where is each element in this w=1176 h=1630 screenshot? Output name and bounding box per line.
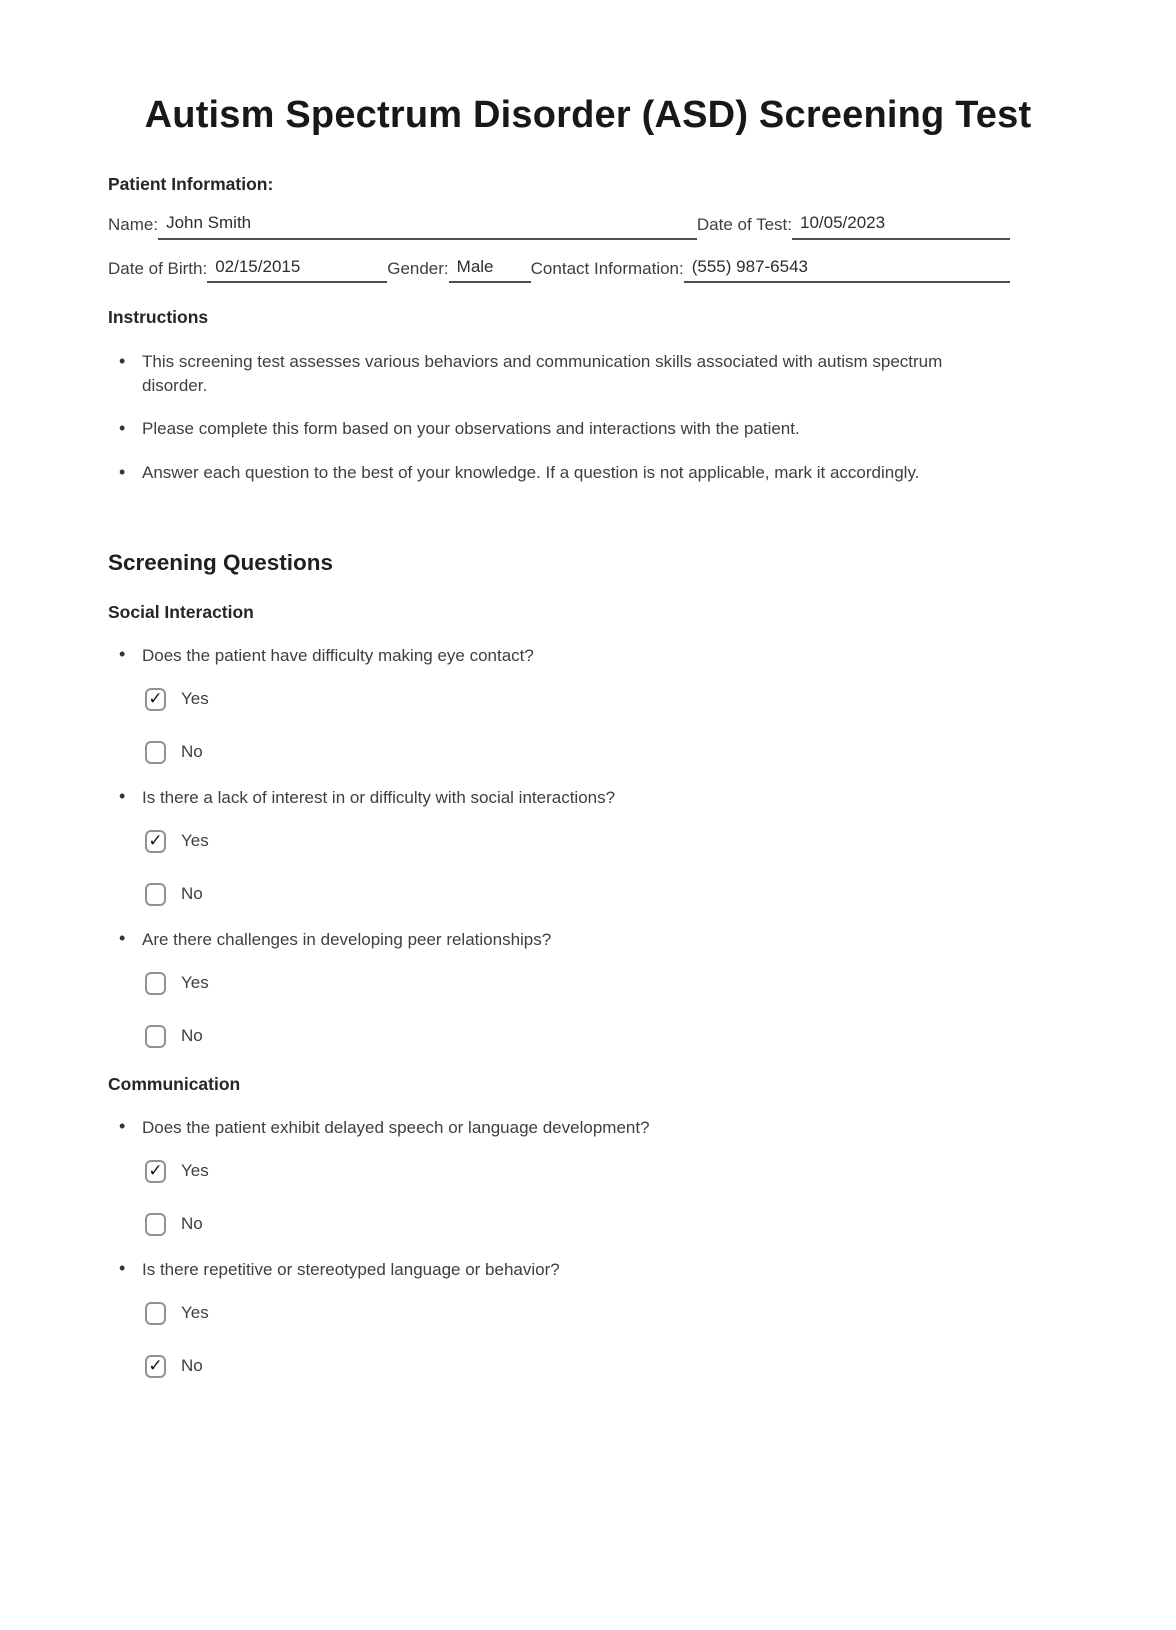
option-no xyxy=(145,883,1068,906)
no-checkbox[interactable] xyxy=(145,883,166,906)
option-label: No xyxy=(181,1356,203,1376)
screening-questions-heading: Screening Questions xyxy=(108,549,334,575)
page-title: Autism Spectrum Disorder (ASD) Screening Test xyxy=(144,94,1032,136)
date-of-birth-label: Date of Birth: xyxy=(108,258,208,278)
contact-field[interactable] xyxy=(684,255,1010,284)
gender-value: Male xyxy=(456,256,494,276)
option-no xyxy=(145,1213,1068,1236)
question-text: • Is there repetitive or stereotyped language or behavior? xyxy=(142,1259,560,1279)
patient-info-row-2 xyxy=(108,255,1010,284)
question-peer-relationships xyxy=(108,929,1068,1048)
name-value: John Smith xyxy=(166,212,252,232)
option-label: Yes xyxy=(181,831,209,851)
no-checkbox[interactable] xyxy=(145,741,166,764)
yes-checkbox[interactable] xyxy=(145,972,166,995)
question-social-interest xyxy=(108,787,1068,906)
question-text: • Does the patient have difficulty making eye contact? xyxy=(142,645,534,665)
option-label: Yes xyxy=(181,1303,209,1323)
gender-field[interactable] xyxy=(449,255,531,284)
instruction-item: • Please complete this form based on your observations and interactions with the patient. xyxy=(108,417,993,440)
question-text: • Is there a lack of interest in or difficulty with social interactions? xyxy=(142,787,616,807)
option-label: No xyxy=(181,742,203,762)
instruction-item: • Answer each question to the best of your knowledge. If a question is not applicable, mark it accordingly. xyxy=(108,461,993,484)
date-of-birth-field[interactable] xyxy=(207,255,387,284)
name-label: Name: xyxy=(108,214,159,234)
option-yes xyxy=(145,972,1068,995)
yes-checkbox[interactable] xyxy=(145,1302,166,1325)
name-field[interactable] xyxy=(158,211,697,240)
date-of-birth-value: 02/15/2015 xyxy=(215,256,301,276)
patient-info-row-1 xyxy=(108,211,1010,240)
no-checkbox[interactable] xyxy=(145,1213,166,1236)
communication-questions xyxy=(108,1117,1068,1378)
date-of-test-value: 10/05/2023 xyxy=(800,212,886,232)
option-label: Yes xyxy=(181,973,209,993)
communication-heading: Communication xyxy=(108,1073,241,1094)
instructions-section xyxy=(108,307,1068,484)
option-yes xyxy=(145,1160,1068,1183)
screening-questions-section xyxy=(108,550,1068,1378)
date-of-test-label: Date of Test: xyxy=(696,214,792,234)
option-yes xyxy=(145,830,1068,853)
instruction-item: • This screening test assesses various behaviors and communication skills associated with autism spectrum disorder. xyxy=(108,350,993,397)
patient-info-heading: Patient Information: xyxy=(108,173,274,194)
social-interaction-heading: Social Interaction xyxy=(108,601,254,622)
option-label: Yes xyxy=(181,1161,209,1181)
option-yes xyxy=(145,1302,1068,1325)
option-label: No xyxy=(181,884,203,904)
option-no xyxy=(145,741,1068,764)
question-eye-contact xyxy=(108,645,1068,764)
patient-info-section xyxy=(108,174,1068,283)
contact-value: (555) 987-6543 xyxy=(691,256,808,276)
instructions-heading: Instructions xyxy=(108,307,209,328)
option-no xyxy=(145,1355,1068,1378)
question-delayed-speech xyxy=(108,1117,1068,1236)
no-checkbox[interactable] xyxy=(145,1355,166,1378)
contact-label: Contact Information: xyxy=(530,258,684,278)
gender-label: Gender: xyxy=(387,258,449,278)
option-yes xyxy=(145,688,1068,711)
option-label: Yes xyxy=(181,689,209,709)
question-text: • Are there challenges in developing peer relationships? xyxy=(142,929,552,949)
date-of-test-field[interactable] xyxy=(792,211,1010,240)
option-label: No xyxy=(181,1026,203,1046)
yes-checkbox[interactable] xyxy=(145,830,166,853)
no-checkbox[interactable] xyxy=(145,1025,166,1048)
instructions-list xyxy=(108,350,1068,484)
yes-checkbox[interactable] xyxy=(145,1160,166,1183)
question-text: • Does the patient exhibit delayed speech or language development? xyxy=(142,1117,650,1137)
option-no xyxy=(145,1025,1068,1048)
social-interaction-questions xyxy=(108,645,1068,1048)
yes-checkbox[interactable] xyxy=(145,688,166,711)
question-repetitive-language xyxy=(108,1259,1068,1378)
option-label: No xyxy=(181,1214,203,1234)
